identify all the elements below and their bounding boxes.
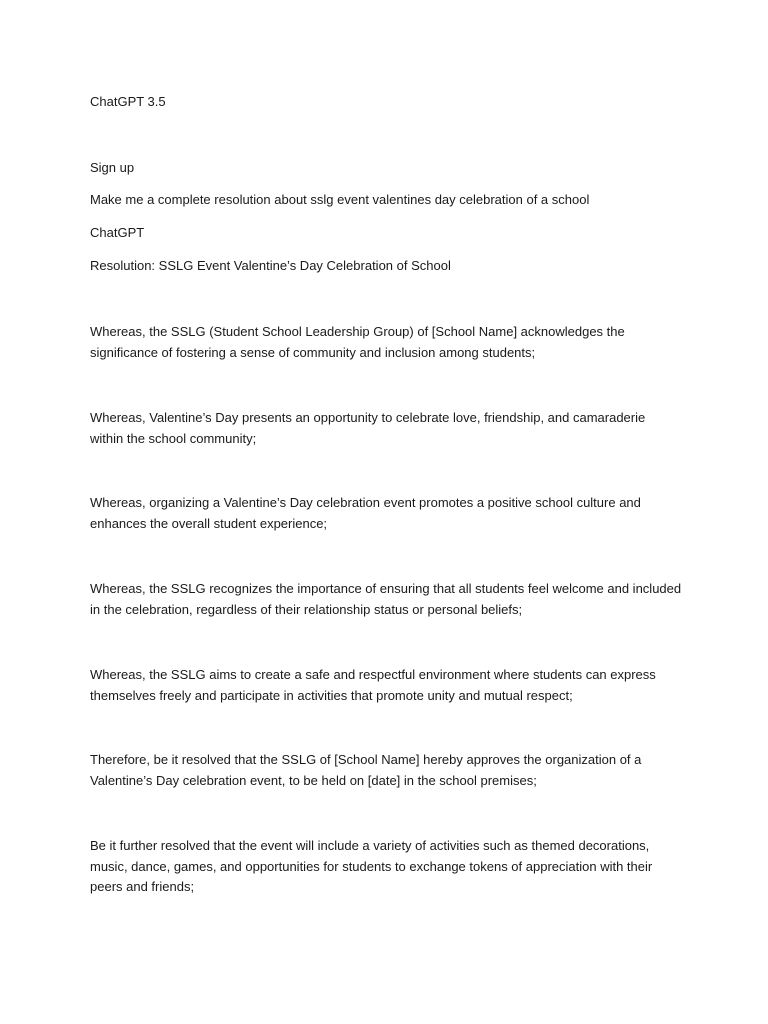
speaker-label: ChatGPT [90, 225, 145, 240]
resolution-title: Resolution: SSLG Event Valentine’s Day Celebration of School [90, 258, 451, 273]
user-prompt: Make me a complete resolution about sslg event valentines day celebration of a school [90, 192, 590, 207]
paragraph-therefore: Therefore, be it resolved that the SSLG of [School Name] hereby approves the organization of a Valentine’s Day celebration event, to be held on [date] in the school premises; [90, 752, 642, 788]
paragraph-whereas-2: Whereas, Valentine’s Day presents an opportunity to celebrate love, friendship, and camaraderie within the school community; [90, 410, 646, 446]
paragraph-whereas-3: Whereas, organizing a Valentine’s Day celebration event promotes a positive school culture and enhances the overall student experience; [90, 495, 641, 531]
document-header: ChatGPT 3.5 [90, 94, 166, 109]
paragraph-whereas-1: Whereas, the SSLG (Student School Leadership Group) of [School Name] acknowledges the significance of fostering a sense of community and inclusion among students; [90, 324, 625, 360]
paragraph-whereas-5: Whereas, the SSLG aims to create a safe and respectful environment where students can express themselves freely and participate in activities that promote unity and mutual respect; [90, 667, 656, 703]
signup-text: Sign up [90, 160, 135, 175]
paragraph-whereas-4: Whereas, the SSLG recognizes the importance of ensuring that all students feel welcome and included in the celebration, regardless of their relationship status or personal beliefs; [90, 581, 682, 617]
paragraph-further-resolved: Be it further resolved that the event will include a variety of activities such as themed decorations, music, dance, games, and opportunities for students to exchange tokens of appreciation with their peers and friends; [90, 838, 653, 894]
